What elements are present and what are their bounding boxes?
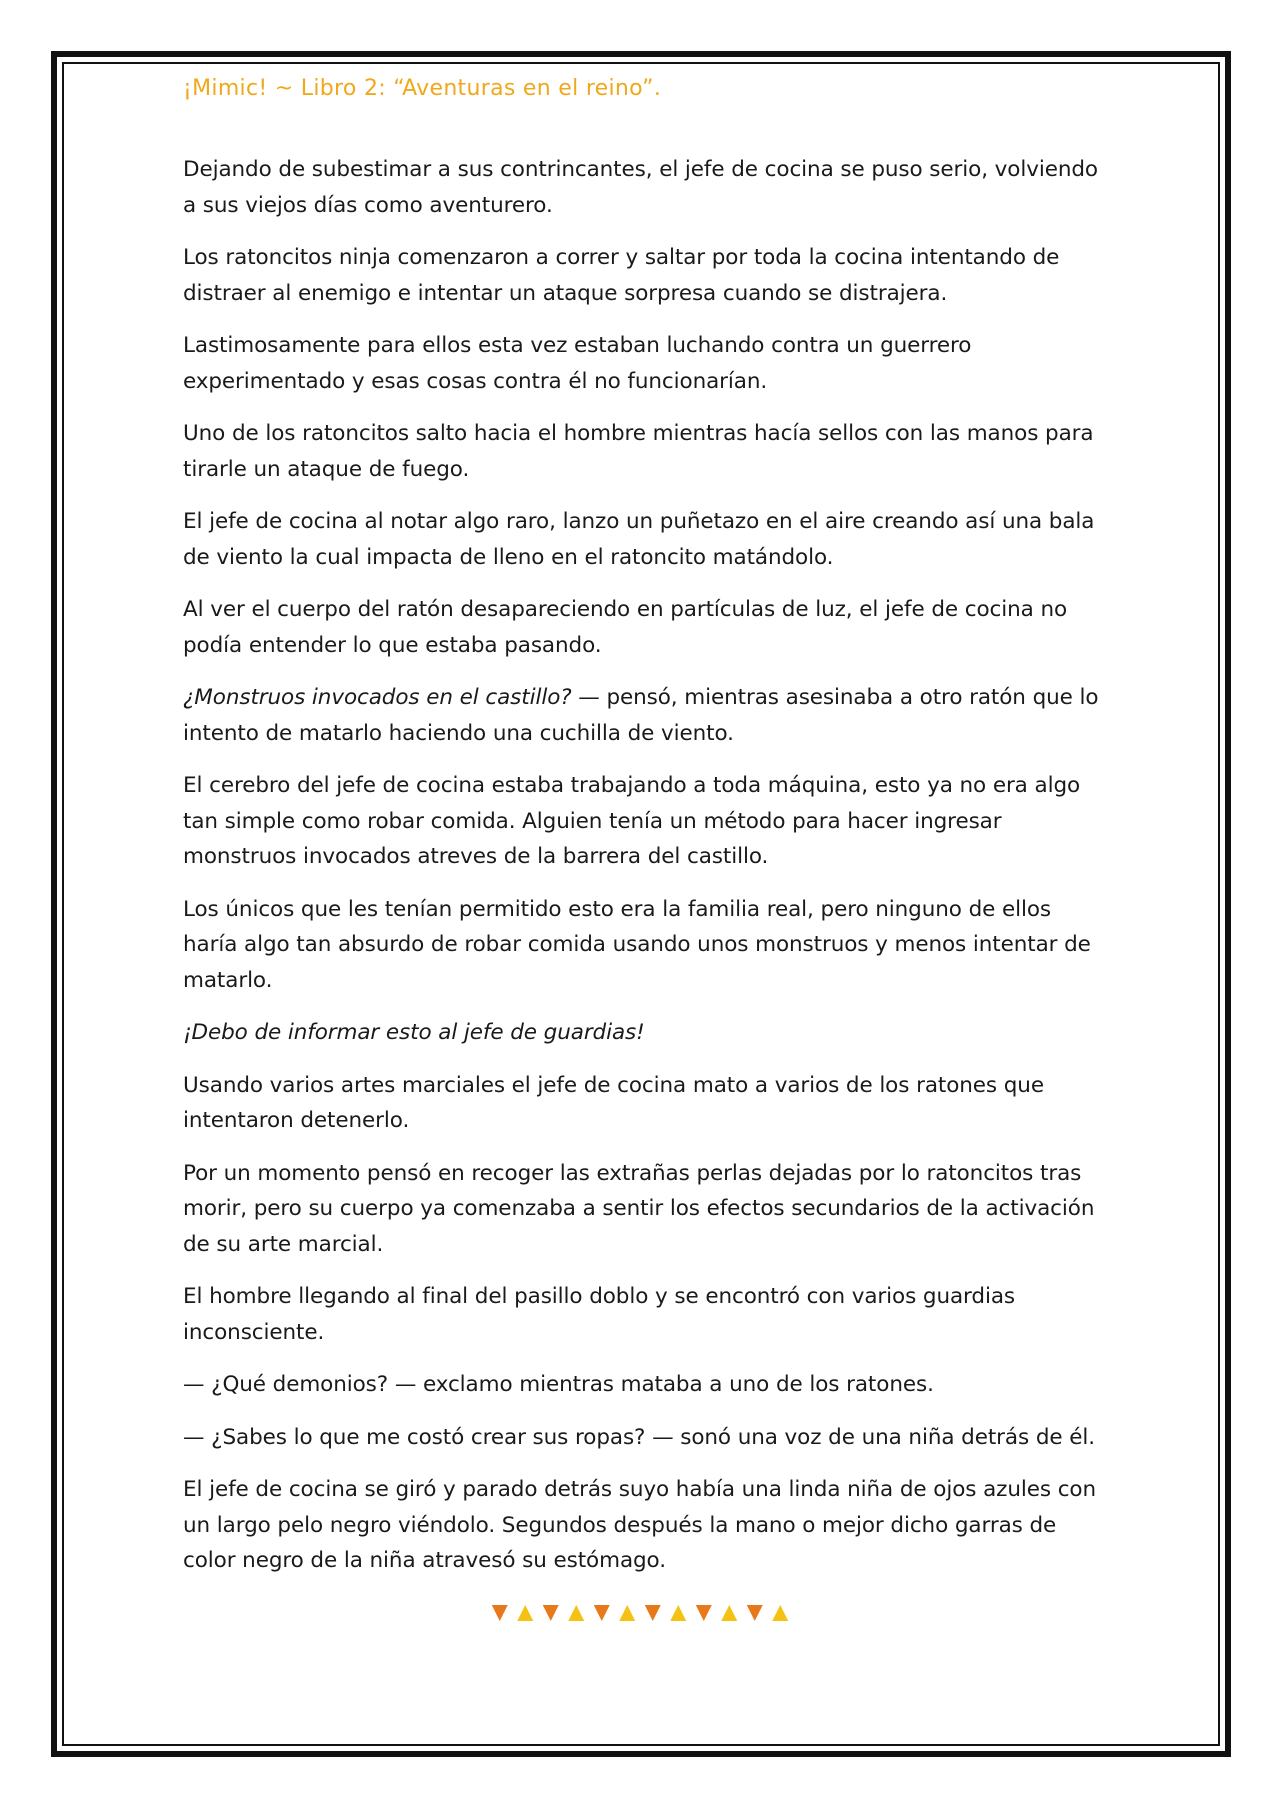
- triangle-up-icon: [670, 1605, 686, 1621]
- triangle-up-icon: [721, 1605, 737, 1621]
- paragraph-dialogue: — ¿Sabes lo que me costó crear sus ropas? — sonó una voz de una niña detrás de él.: [183, 1424, 1095, 1450]
- triangle-up-icon: [568, 1605, 584, 1621]
- paragraph: Los ratoncitos ninja comenzaron a correr y saltar por toda la cocina intentando de distraer al enemigo e intentar un ataque sorpresa cuando se distrajera.: [183, 245, 1060, 306]
- triangle-up-icon: [517, 1605, 533, 1621]
- paragraph-thought: ¡Debo de informar esto al jefe de guardias!: [183, 1020, 645, 1045]
- paragraph: Lastimosamente para ellos esta vez estaban luchando contra un guerrero experimentado y esas cosas contra él no funcionarían.: [183, 333, 972, 394]
- triangle-up-icon: [772, 1605, 788, 1621]
- paragraph-thought: [183, 680, 1103, 751]
- paragraph-dialogue: — ¿Qué demonios? — exclamo mientras mataba a uno de los ratones.: [183, 1372, 934, 1397]
- thought-text: ¿Monstruos invocados en el castillo?: [183, 685, 572, 710]
- triangle-down-icon: [645, 1605, 661, 1621]
- paragraph: Al ver el cuerpo del ratón desapareciendo en partículas de luz, el jefe de cocina no podía entender lo que estaba pasando.: [183, 597, 1068, 658]
- triangle-down-icon: [543, 1605, 559, 1621]
- narration-text: — pensó, mientras asesinaba a otro ratón que lo intento de matarlo haciendo una cuchilla de viento.: [183, 685, 1099, 746]
- paragraph: Los únicos que les tenían permitido esto era la familia real, pero ninguno de ellos haría algo tan absurdo de robar comida usando unos monstruos y menos intentar de matarlo.: [183, 896, 1091, 993]
- page-content: [183, 74, 1103, 1596]
- paragraph: El jefe de cocina al notar algo raro, lanzo un puñetazo en el aire creando así una bala de viento la cual impacta de lleno en el ratoncito matándolo.: [183, 509, 1095, 570]
- paragraph: El jefe de cocina se giró y parado detrás suyo había una linda niña de ojos azules con un largo pelo negro viéndolo. Segundos después la mano o mejor dicho garras de color negro de la niña atravesó su estómago.: [183, 1477, 1097, 1573]
- book-header: ¡Mimic! ~ Libro 2: “Aventuras en el reino”.: [183, 76, 662, 101]
- triangle-down-icon: [696, 1605, 712, 1621]
- triangle-down-icon: [747, 1605, 763, 1621]
- triangle-up-icon: [619, 1605, 635, 1621]
- triangle-divider-graphic: [490, 1601, 790, 1625]
- triangle-down-icon: [492, 1605, 508, 1621]
- paragraph: Uno de los ratoncitos salto hacia el hombre mientras hacía sellos con las manos para tirarle un ataque de fuego.: [183, 421, 1094, 482]
- triangle-divider-icon: [0, 1601, 1280, 1627]
- paragraph: Por un momento pensó en recoger las extrañas perlas dejadas por lo ratoncitos tras morir, pero su cuerpo ya comenzaba a sentir los efectos secundarios de la activación de su arte marcial.: [183, 1160, 1095, 1257]
- paragraph: El cerebro del jefe de cocina estaba trabajando a toda máquina, esto ya no era algo tan simple como robar comida. Alguien tenía un método para hacer ingresar monstruos invocados atreves de la barrera del castillo.: [183, 773, 1081, 869]
- triangle-down-icon: [594, 1605, 610, 1621]
- paragraph: El hombre llegando al final del pasillo doblo y se encontró con varios guardias inconsciente.: [183, 1284, 1016, 1345]
- paragraph: Usando varios artes marciales el jefe de cocina mato a varios de los ratones que intentaron detenerlo.: [183, 1072, 1044, 1133]
- paragraph: Dejando de subestimar a sus contrincantes, el jefe de cocina se puso serio, volviendo a sus viejos días como aventurero.: [183, 157, 1098, 218]
